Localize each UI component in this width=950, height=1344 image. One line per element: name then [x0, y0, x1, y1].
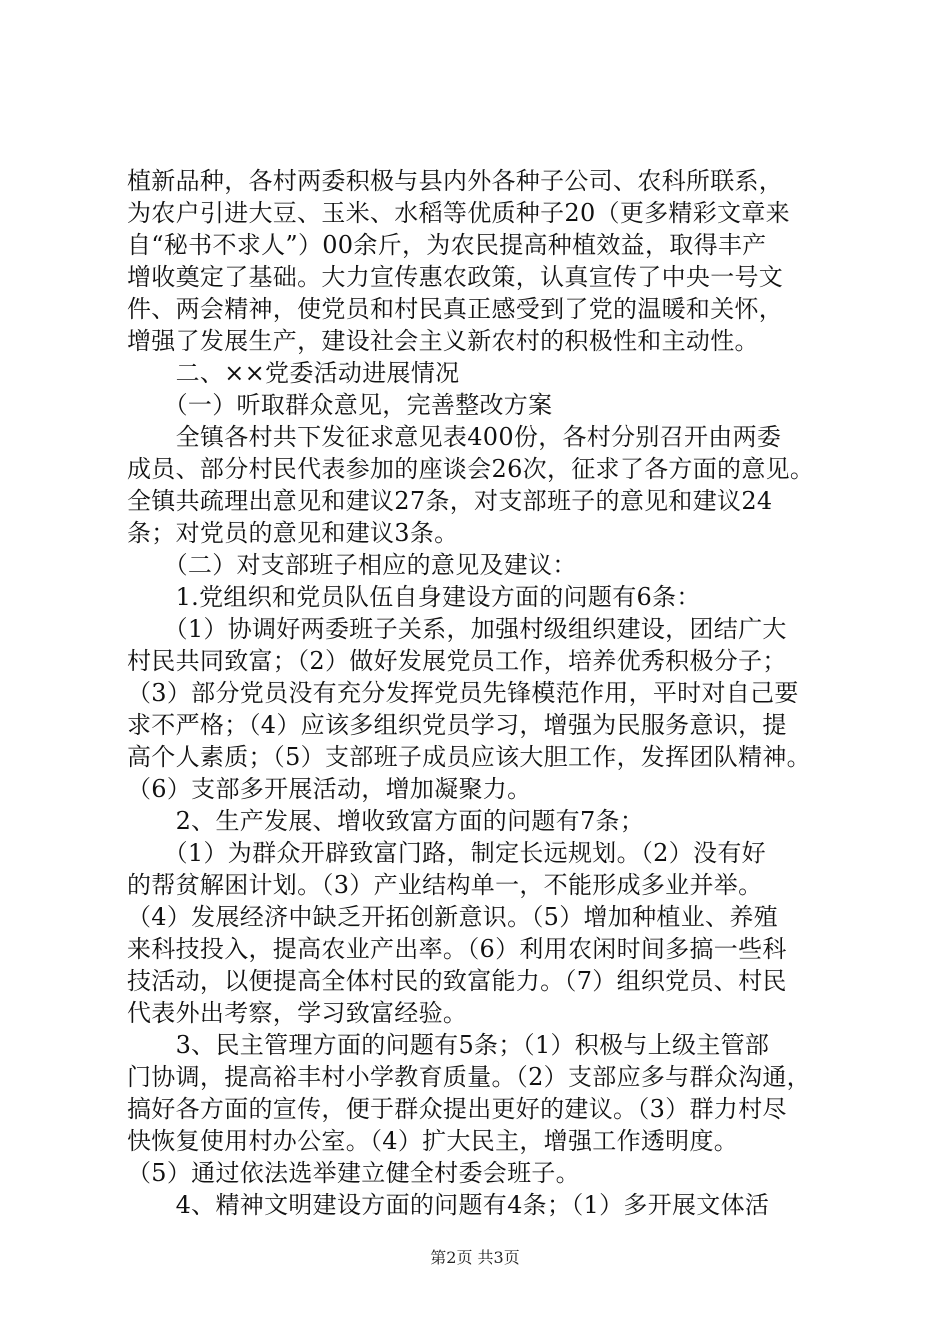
- text-line: （4）发展经济中缺乏开拓创新意识。（5）增加种植业、养殖: [127, 903, 778, 931]
- page-footer: 第2页 共3页: [430, 1248, 520, 1267]
- text-line: 全镇各村共下发征求意见表400份，各村分别召开由两委: [127, 423, 782, 451]
- text-line: 为农户引进大豆、玉米、水稻等优质种子20（更多精彩文章来: [127, 199, 790, 227]
- text-line: 增强了发展生产，建设社会主义新农村的积极性和主动性。: [127, 327, 759, 355]
- text-line: 3、民主管理方面的问题有5条；（1）积极与上级主管部: [127, 1031, 770, 1059]
- text-line: 4、精神文明建设方面的问题有4条；（1）多开展文体活: [127, 1191, 770, 1219]
- text-line: （3）部分党员没有充分发挥党员先锋模范作用，平时对自己要: [127, 679, 799, 707]
- text-line: 2、生产发展、增收致富方面的问题有7条；: [127, 807, 645, 835]
- text-line: 全镇共疏理出意见和建议27条，对支部班子的意见和建议24: [127, 487, 773, 515]
- text-line: （1）为群众开辟致富门路，制定长远规划。（2）没有好: [127, 839, 766, 867]
- text-line: 代表外出考察，学习致富经验。: [127, 999, 468, 1027]
- text-line: 条；对党员的意见和建议3条。: [127, 519, 459, 547]
- text-line: 自“秘书不求人”）00余斤，为农民提高种植效益，取得丰产: [127, 231, 767, 259]
- text-line: 增收奠定了基础。大力宣传惠农政策，认真宣传了中央一号文: [127, 263, 784, 291]
- text-line: 门协调，提高裕丰村小学教育质量。（2）支部应多与群众沟通，: [127, 1063, 811, 1091]
- text-line: 搞好各方面的宣传，便于群众提出更好的建议。（3）群力村尽: [127, 1095, 787, 1123]
- text-line: 植新品种，各村两委积极与县内外各种子公司、农科所联系，: [127, 167, 784, 195]
- text-line: 技活动，以便提高全体村民的致富能力。（7）组织党员、村民: [127, 967, 787, 995]
- text-line: （一）听取群众意见，完善整改方案: [127, 391, 553, 419]
- text-line: 二、××党委活动进展情况: [127, 359, 460, 387]
- text-line: 来科技投入，提高农业产出率。（6）利用农闲时间多搞一些科: [127, 935, 787, 963]
- text-line: （5）通过依法选举建立健全村委会班子。: [127, 1159, 580, 1187]
- text-line: 的帮贫解困计划。（3）产业结构单一，不能形成多业并举。: [127, 871, 763, 899]
- text-line: 求不严格；（4）应该多组织党员学习，增强为民服务意识，提: [127, 711, 787, 739]
- text-line: 快恢复使用村办公室。（4）扩大民主，增强工作透明度。: [127, 1127, 739, 1155]
- text-line: 成员、部分村民代表参加的座谈会26次，征求了各方面的意见。: [127, 455, 815, 483]
- text-line: 件、两会精神，使党员和村民真正感受到了党的温暖和关怀，: [127, 295, 784, 323]
- text-line: 村民共同致富；（2）做好发展党员工作，培养优秀积极分子；: [127, 647, 787, 675]
- text-line: 1.党组织和党员队伍自身建设方面的问题有6条：: [127, 583, 701, 611]
- text-line: （6）支部多开展活动，增加凝聚力。: [127, 775, 532, 803]
- text-line: （1）协调好两委班子关系，加强村级组织建设，团结广大: [127, 615, 787, 643]
- text-line: （二）对支部班子相应的意见及建议：: [127, 551, 577, 579]
- text-line: 高个人素质；（5）支部班子成员应该大胆工作，发挥团队精神。: [127, 743, 811, 771]
